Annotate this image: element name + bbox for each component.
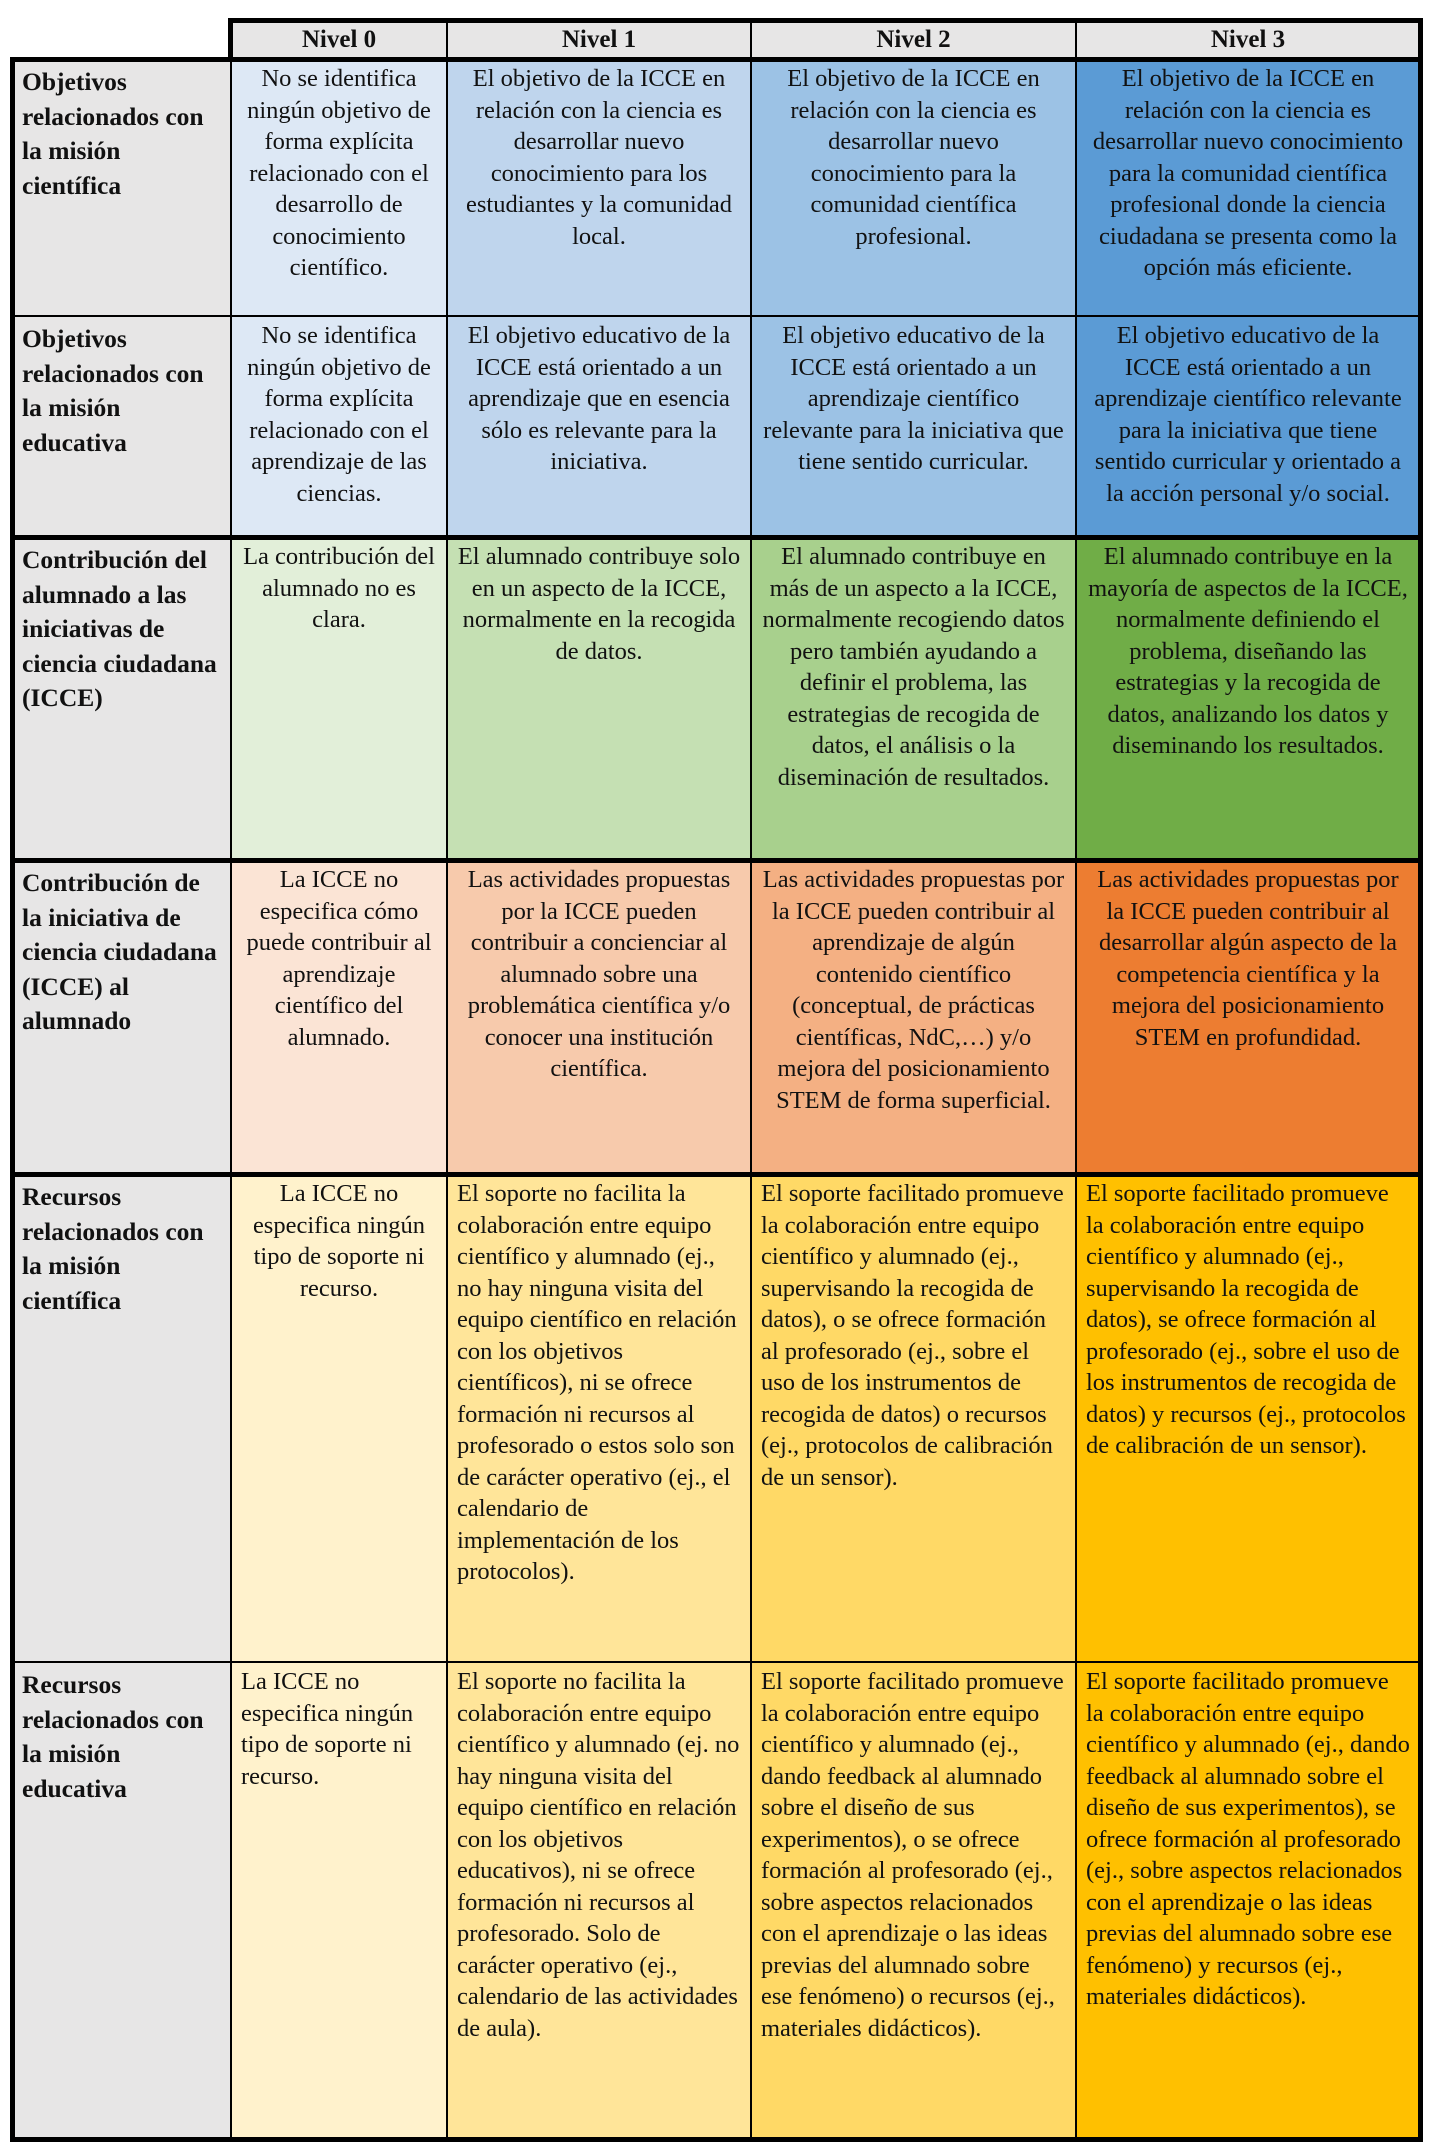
grid-line xyxy=(12,315,1420,317)
cell-r5-nivel-3: El soporte facilitado promueve la colaboración entre equipo científico y alumnado (ej., supervisando la recogida de datos), se ofrece formación al profesorado (ej., sobre el uso de los instrumentos de recogida de datos) y recursos (ej., protocolos de calibración de un sensor). xyxy=(1076,1174,1420,1662)
row-label-objetivos-cientifica: Objetivos relacionados con la misión científica xyxy=(12,59,231,316)
header-nivel-3: Nivel 3 xyxy=(1076,20,1420,59)
cell-r5-nivel-2: El soporte facilitado promueve la colaboración entre equipo científico y alumnado (ej., supervisando la recogida de datos), o se ofrece formación al profesorado (ej., sobre el uso de los instrumentos de recogida de datos) o recursos (ej., protocolos de calibración de un sensor). xyxy=(751,1174,1076,1662)
cell-r2-nivel-2: El objetivo educativo de la ICCE está orientado a un aprendizaje científico relevante para la iniciativa que tiene sentido curricular. xyxy=(751,316,1076,537)
border-line xyxy=(10,57,1422,62)
header-nivel-2: Nivel 2 xyxy=(751,20,1076,59)
cell-r6-nivel-0: La ICCE no especifica ningún tipo de soporte ni recurso. xyxy=(231,1662,447,2139)
row-label-contribucion-iniciativa: Contribución de la iniciativa de ciencia ciudadana (ICCE) al alumnado xyxy=(12,860,231,1174)
border-line xyxy=(10,535,1422,540)
cell-r3-nivel-3: El alumnado contribuye en la mayoría de aspectos de la ICCE, normalmente definiendo el problema, diseñando las estrategias y la recogida de datos, analizando los datos y diseminando los resultados. xyxy=(1076,537,1420,860)
grid-line xyxy=(230,20,232,2139)
cell-r6-nivel-3: El soporte facilitado promueve la colaboración entre equipo científico y alumnado (ej., dando feedback al alumnado sobre el diseño de sus experimentos), se ofrece formación al profesorado (ej., sobre aspectos relacionados con el aprendizaje o las ideas previas del alumnado sobre ese fenómeno) y recursos (ej., materiales didácticos). xyxy=(1076,1662,1420,2139)
grid-line xyxy=(750,20,752,2139)
cell-r3-nivel-1: El alumnado contribuye solo en un aspecto de la ICCE, normalmente en la recogida de datos. xyxy=(447,537,751,860)
cell-r2-nivel-0: No se identifica ningún objetivo de forma explícita relacionado con el aprendizaje de las ciencias. xyxy=(231,316,447,537)
cell-r4-nivel-1: Las actividades propuestas por la ICCE pueden contribuir a concienciar al alumnado sobre una problemática científica y/o conocer una institución científica. xyxy=(447,860,751,1174)
header-nivel-1: Nivel 1 xyxy=(447,20,751,59)
cell-r2-nivel-3: El objetivo educativo de la ICCE está orientado a un aprendizaje científico relevante para la iniciativa que tiene sentido curricular y orientado a la acción personal y/o social. xyxy=(1076,316,1420,537)
row-label-recursos-educativa: Recursos relacionados con la misión educativa xyxy=(12,1662,231,2139)
grid-line xyxy=(12,1661,1420,1663)
cell-r1-nivel-0: No se identifica ningún objetivo de forma explícita relacionado con el desarrollo de conocimiento científico. xyxy=(231,59,447,316)
header-nivel-0: Nivel 0 xyxy=(231,20,447,59)
row-label-contribucion-alumnado: Contribución del alumnado a las iniciativas de ciencia ciudadana (ICCE) xyxy=(12,537,231,860)
cell-r5-nivel-0: La ICCE no especifica ningún tipo de soporte ni recurso. xyxy=(231,1174,447,1662)
border-line xyxy=(1418,18,1423,2142)
border-line xyxy=(10,2137,1422,2142)
cell-r4-nivel-3: Las actividades propuestas por la ICCE pueden contribuir al desarrollar algún aspecto de la competencia científica y la mejora del posicionamiento STEM en profundidad. xyxy=(1076,860,1420,1174)
border-line xyxy=(10,57,15,2142)
border-line xyxy=(10,858,1422,863)
border-line xyxy=(229,18,1422,23)
cell-r6-nivel-2: El soporte facilitado promueve la colaboración entre equipo científico y alumnado (ej., dando feedback al alumnado sobre el diseño de sus experimentos), o se ofrece formación al profesorado (ej., sobre aspectos relacionados con el aprendizaje o las ideas previas del alumnado sobre ese fenómeno) o recursos (ej., materiales didácticos). xyxy=(751,1662,1076,2139)
cell-r3-nivel-2: El alumnado contribuye en más de un aspecto a la ICCE, normalmente recogiendo datos pero también ayudando a definir el problema, las estrategias de recogida de datos, el análisis o la diseminación de resultados. xyxy=(751,537,1076,860)
cell-r1-nivel-2: El objetivo de la ICCE en relación con la ciencia es desarrollar nuevo conocimiento para la comunidad científica profesional. xyxy=(751,59,1076,316)
cell-r1-nivel-1: El objetivo de la ICCE en relación con la ciencia es desarrollar nuevo conocimiento para los estudiantes y la comunidad local. xyxy=(447,59,751,316)
border-line xyxy=(10,1172,1422,1177)
grid-line xyxy=(1075,20,1077,2139)
grid-line xyxy=(446,20,448,2139)
cell-r1-nivel-3: El objetivo de la ICCE en relación con la ciencia es desarrollar nuevo conocimiento para la comunidad científica profesional donde la ciencia ciudadana se presenta como la opción más eficiente. xyxy=(1076,59,1420,316)
cell-r5-nivel-1: El soporte no facilita la colaboración entre equipo científico y alumnado (ej., no hay ninguna visita del equipo científico en relación con los objetivos científicos), ni se ofrece formación ni recursos al profesorado o estos solo son de carácter operativo (ej., el calendario de implementación de los protocolos). xyxy=(447,1174,751,1662)
row-label-recursos-cientifica: Recursos relacionados con la misión científica xyxy=(12,1174,231,1662)
cell-r4-nivel-2: Las actividades propuestas por la ICCE pueden contribuir al aprendizaje de algún contenido científico (conceptual, de prácticas científicas, NdC,…) y/o mejora del posicionamiento STEM de forma superficial. xyxy=(751,860,1076,1174)
cell-r3-nivel-0: La contribución del alumnado no es clara. xyxy=(231,537,447,860)
cell-r6-nivel-1: El soporte no facilita la colaboración entre equipo científico y alumnado (ej. no hay ninguna visita del equipo científico en relación con los objetivos educativos), ni se ofrece formación ni recursos al profesorado. Solo de carácter operativo (ej., calendario de las actividades de aula). xyxy=(447,1662,751,2139)
cell-r4-nivel-0: La ICCE no especifica cómo puede contribuir al aprendizaje científico del alumnado. xyxy=(231,860,447,1174)
row-label-objetivos-educativa: Objetivos relacionados con la misión educativa xyxy=(12,316,231,537)
border-line xyxy=(228,18,233,61)
cell-r2-nivel-1: El objetivo educativo de la ICCE está orientado a un aprendizaje que en esencia sólo es relevante para la iniciativa. xyxy=(447,316,751,537)
